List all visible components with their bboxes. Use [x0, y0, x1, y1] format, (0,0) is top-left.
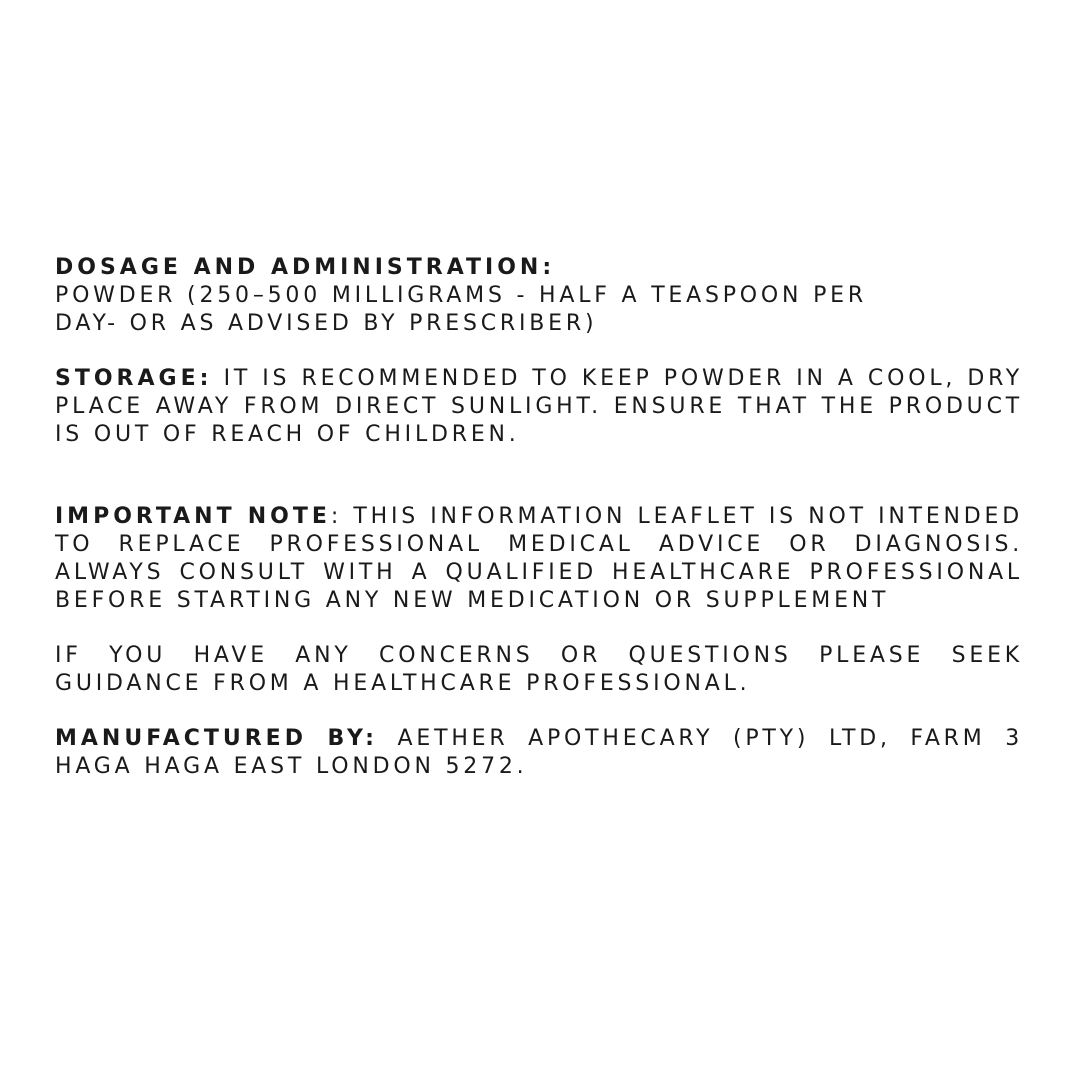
dosage-line-2: DAY- OR AS ADVISED BY PRESCRIBER)	[55, 311, 598, 336]
concerns-text: IF YOU HAVE ANY CONCERNS OR QUESTIONS PLEASE SEEK GUIDANCE FROM A HEALTHCARE PROFESSIONAL.	[55, 643, 1023, 696]
leaflet-text	[55, 254, 1023, 781]
important-note-text: : THIS INFORMATION LEAFLET IS NOT INTENDED TO REPLACE PROFESSIONAL MEDICAL ADVICE OR DIAGNOSIS. ALWAYS CONSULT WITH A QUALIFIED HEALTHCARE PROFESSIONAL BEFORE STARTING ANY NEW MEDICATION OR SUPPLEMENT	[55, 504, 1023, 613]
dosage-heading: DOSAGE AND ADMINISTRATION:	[55, 255, 556, 280]
important-note-label: IMPORTANT NOTE	[55, 504, 331, 529]
storage-label: STORAGE:	[55, 366, 213, 391]
concerns-section	[55, 642, 1023, 698]
dosage-line-1: POWDER (250–500 MILLIGRAMS - HALF A TEASPOON PER	[55, 283, 867, 308]
important-note-section	[55, 503, 1023, 615]
storage-section	[55, 365, 1023, 449]
manufacturer-label: MANUFACTURED BY:	[55, 726, 378, 751]
storage-text: IT IS RECOMMENDED TO KEEP POWDER IN A COOL, DRY PLACE AWAY FROM DIRECT SUNLIGHT. ENSURE THAT THE PRODUCT IS OUT OF REACH OF CHILDREN.	[55, 366, 1023, 447]
manufacturer-section	[55, 725, 1023, 781]
manufacturer-text: AETHER APOTHECARY (PTY) LTD, FARM 3 HAGA HAGA EAST LONDON 5272.	[55, 726, 1023, 779]
dosage-section	[55, 254, 1023, 338]
